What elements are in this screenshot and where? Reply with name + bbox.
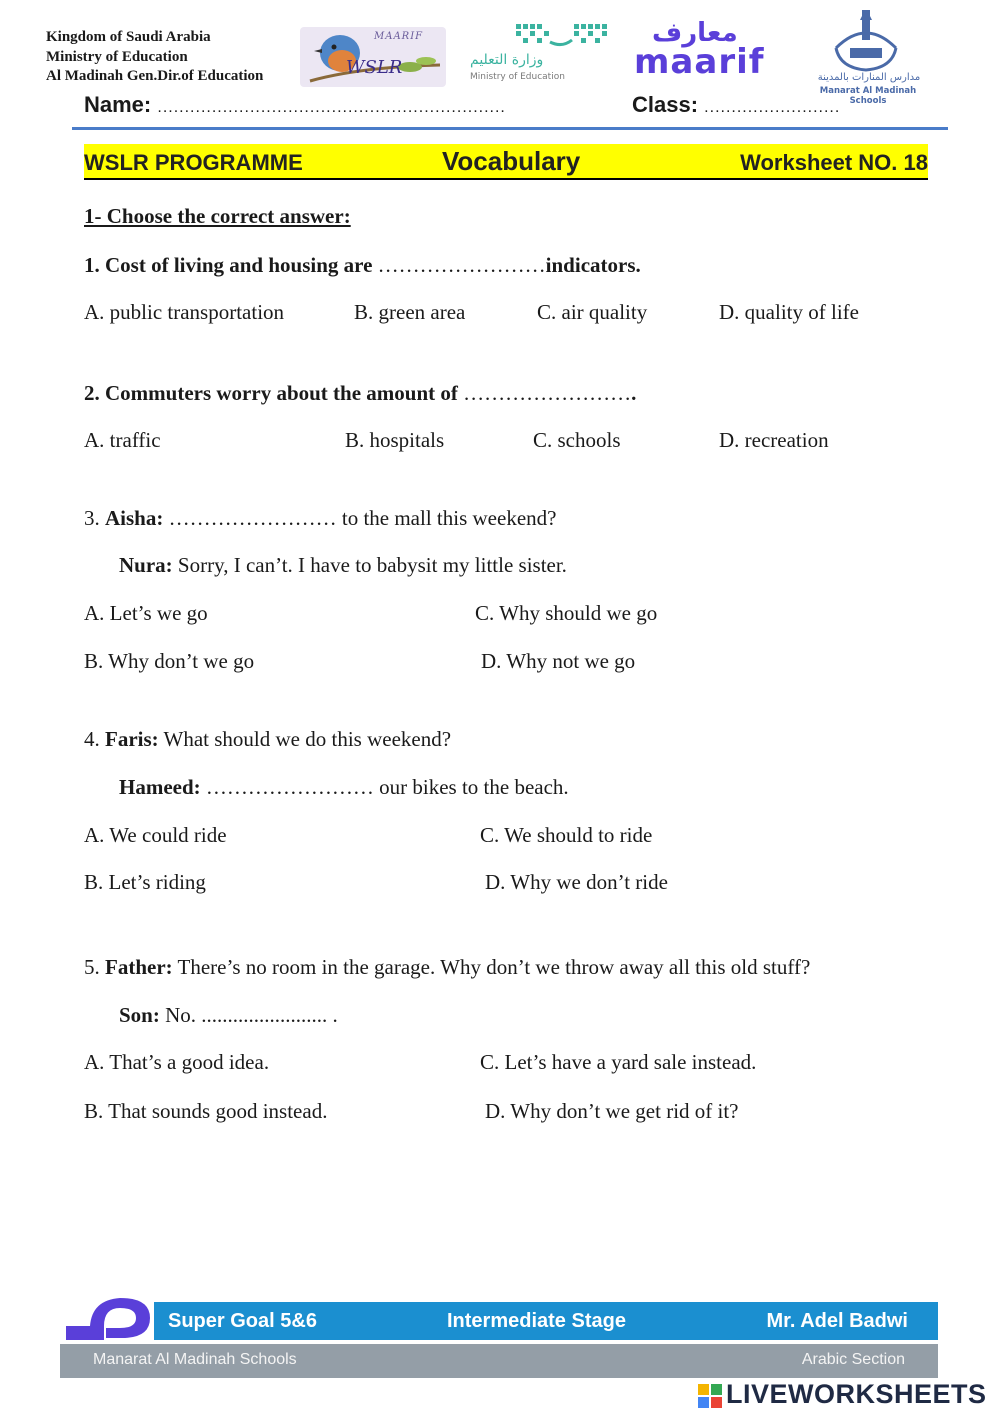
section-heading: 1- Choose the correct answer:	[84, 204, 351, 228]
maarif-logo	[632, 18, 782, 82]
moe-dots-icon	[514, 22, 614, 50]
question-2-stem	[84, 381, 636, 406]
q5-speaker-2: Son:	[119, 1003, 160, 1027]
footer-stage: Intermediate Stage	[447, 1310, 626, 1332]
q3-option-b[interactable]: B. Why don’t we go	[84, 649, 255, 673]
q3-option-c[interactable]: C. Why should we go	[475, 601, 658, 625]
footer-teacher: Mr. Adel Badwi	[766, 1310, 908, 1332]
q1-stem-start: 1. Cost of living and housing are	[84, 253, 373, 277]
footer-info-bar	[154, 1302, 938, 1340]
q4-line-2-text[interactable]: …………………… our bikes to the beach.	[205, 775, 569, 799]
header-line-3: Al Madinah Gen.Dir.of Education	[46, 68, 264, 84]
programme-label: WSLR PROGRAMME	[84, 150, 303, 175]
q4-number: 4.	[84, 727, 100, 751]
q1-option-a[interactable]: A. public transportation	[84, 300, 285, 324]
q4-line-1-text: What should we do this weekend?	[163, 727, 452, 751]
q5-speaker-1: Father:	[105, 955, 173, 979]
q3-speaker-1: Aisha:	[105, 506, 164, 530]
title-banner	[84, 144, 928, 180]
manarat-arabic: مدارس المنارات بالمدينة	[817, 72, 921, 83]
q2-option-d[interactable]: D. recreation	[719, 428, 829, 452]
q4-speaker-2: Hameed:	[119, 775, 201, 799]
moe-arabic: وزارة التعليم	[470, 52, 544, 68]
q1-stem-end: indicators.	[545, 253, 641, 277]
q1-option-b[interactable]: B. green area	[354, 300, 466, 324]
question-3-line-1	[84, 506, 556, 531]
q3-option-d[interactable]: D. Why not we go	[481, 649, 636, 673]
footer-swirl-icon	[62, 1292, 154, 1342]
q2-end: .	[631, 381, 637, 405]
name-label: Name:	[84, 92, 152, 117]
footer-school: Manarat Al Madinah Schools	[93, 1351, 297, 1368]
q4-option-b[interactable]: B. Let’s riding	[84, 870, 206, 894]
q5-option-b[interactable]: B. That sounds good instead.	[84, 1099, 328, 1123]
header-line-1: Kingdom of Saudi Arabia	[46, 29, 211, 45]
q5-line-1-text: There’s no room in the garage. Why don’t we throw away all this old stuff?	[177, 955, 811, 979]
q2-blank[interactable]: ……………………	[463, 381, 632, 405]
liveworksheets-watermark[interactable]: LIVEWORKSHEETS	[726, 1379, 987, 1409]
q5-option-d[interactable]: D. Why don’t we get rid of it?	[485, 1099, 739, 1123]
q2-option-b[interactable]: B. hospitals	[345, 428, 445, 452]
name-blank[interactable]: ................................................................	[157, 99, 506, 116]
q5-option-a[interactable]: A. That’s a good idea.	[84, 1050, 270, 1074]
class-field[interactable]	[632, 92, 840, 118]
liveworksheets-logo-icon	[698, 1384, 722, 1408]
q5-option-c[interactable]: C. Let’s have a yard sale instead.	[480, 1050, 757, 1074]
maarif-latin: maarif	[634, 42, 765, 82]
q2-option-c[interactable]: C. schools	[533, 428, 621, 452]
wslr-logo	[300, 27, 446, 87]
moe-english: Ministry of Education	[470, 72, 565, 82]
footer-book: Super Goal 5&6	[168, 1310, 317, 1332]
question-5-line-1	[84, 955, 810, 980]
q5-line-2-text[interactable]: No. ........................ .	[165, 1003, 338, 1027]
q3-speaker-2: Nura:	[119, 553, 173, 577]
q5-number: 5.	[84, 955, 100, 979]
footer-section: Arabic Section	[801, 1351, 905, 1368]
q4-option-a[interactable]: A. We could ride	[84, 823, 227, 847]
q4-option-c[interactable]: C. We should to ride	[480, 823, 653, 847]
header-institution	[46, 28, 263, 87]
maarif-arabic: معارف	[652, 18, 738, 48]
question-3-line-2	[119, 553, 567, 578]
footer-school-bar	[60, 1344, 938, 1378]
manarat-logo	[800, 8, 936, 106]
q3-option-a[interactable]: A. Let’s we go	[84, 601, 208, 625]
q1-option-d[interactable]: D. quality of life	[719, 300, 859, 324]
mosque-emblem-icon	[830, 8, 902, 72]
header-line-2: Ministry of Education	[46, 48, 188, 65]
moe-logo	[466, 22, 616, 86]
class-blank[interactable]: .........................	[704, 99, 841, 116]
worksheet-number: Worksheet NO. 18	[740, 150, 928, 175]
question-5-line-2	[119, 1003, 338, 1028]
q4-speaker-1: Faris:	[105, 727, 159, 751]
question-4-line-2	[119, 775, 569, 800]
q2-option-a[interactable]: A. traffic	[84, 428, 161, 452]
wslr-maarif: MAARIF	[374, 31, 424, 42]
class-label: Class:	[632, 92, 699, 117]
q3-line-2-text: Sorry, I can’t. I have to babysit my little sister.	[177, 553, 567, 577]
q1-option-c[interactable]: C. air quality	[537, 300, 648, 324]
q4-option-d[interactable]: D. Why we don’t ride	[485, 870, 668, 894]
question-4-line-1	[84, 727, 451, 752]
manarat-english: Manarat Al Madinah Schools	[819, 86, 917, 106]
q2-stem: 2. Commuters worry about the amount of	[84, 381, 458, 405]
q3-line-1-text[interactable]: …………………… to the mall this weekend?	[168, 506, 557, 530]
q3-number: 3.	[84, 506, 100, 530]
name-field[interactable]	[84, 92, 506, 118]
worksheet-title: Vocabulary	[442, 146, 581, 176]
header-divider	[72, 127, 948, 130]
q1-blank[interactable]: ……………………	[377, 253, 546, 277]
wslr-script: WSLR	[346, 57, 403, 78]
question-1-stem	[84, 253, 641, 278]
